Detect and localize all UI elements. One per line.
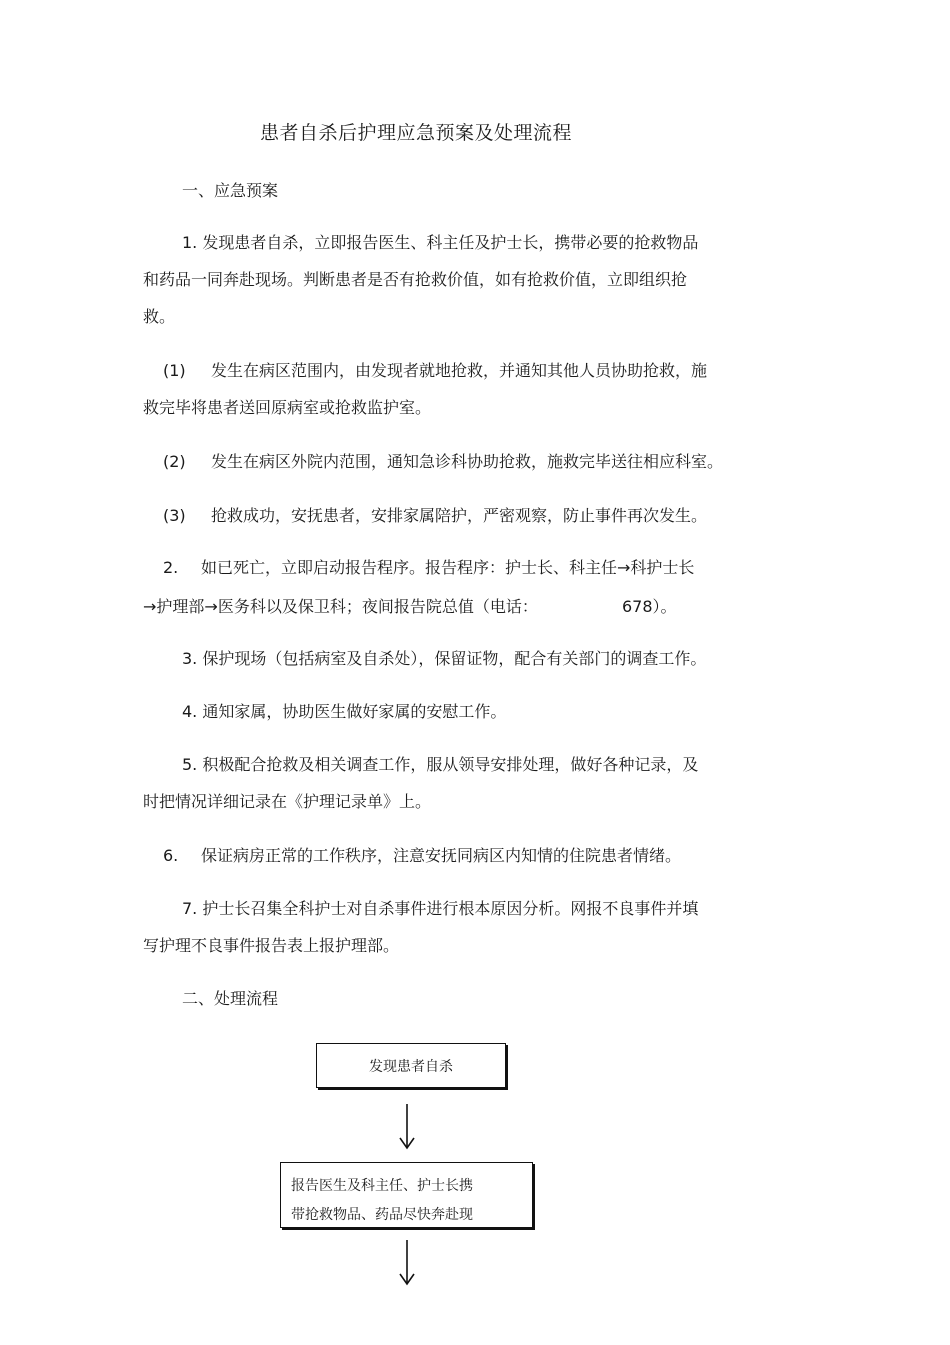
item2-number: 2. [163,558,179,577]
flowchart-box-report-line1: 报告医生及科主任、护士长携 [291,1178,473,1194]
sub1-number: (1) [163,361,186,380]
sub2-line1: 发生在病区外院内范围，通知急诊科协助抢救，施救完毕送往相应科室。 [211,452,724,471]
section1-heading: 一、应急预案 [182,181,279,200]
sub1-line2: 救完毕将患者送回原病室或抢救监护室。 [143,398,432,417]
flowchart-box-discover-label: 发现患者自杀 [369,1058,453,1075]
document-title: 患者自杀后护理应急预案及处理流程 [260,122,573,144]
item1-line2: 和药品一同奔赴现场。判断患者是否有抢救价值，如有抢救价值，立即组织抢 [143,270,688,289]
item6-line1: 保证病房正常的工作秩序，注意安抚同病区内知情的住院患者情绪。 [201,846,682,865]
item5-line1: 5. 积极配合抢救及相关调查工作，服从领导安排处理，做好各种记录，及 [182,755,699,774]
item7-line1: 7. 护士长召集全科护士对自杀事件进行根本原因分析。网报不良事件并填 [182,899,699,918]
item2-line1: 如已死亡，立即启动报告程序。报告程序：护士长、科主任→科护士长 [201,558,695,577]
section2-heading: 二、处理流程 [182,989,279,1008]
item1-line1: 1. 发现患者自杀，立即报告医生、科主任及护士长，携带必要的抢救物品 [182,233,699,252]
flowchart-box-discover [316,1043,506,1088]
item2-line2a: →护理部→医务科以及保卫科；夜间报告院总值（电话： [143,597,538,616]
sub3-line1: 抢救成功，安抚患者，安排家属陪护，严密观察，防止事件再次发生。 [211,506,708,525]
item4-line1: 4. 通知家属，协助医生做好家属的安慰工作。 [182,702,507,721]
flowchart-arrow-2-icon [396,1238,418,1288]
flowchart-box-report [280,1162,533,1228]
item1-line3: 救。 [143,307,176,326]
sub2-number: (2) [163,452,186,471]
sub1-line1: 发生在病区范围内，由发现者就地抢救，并通知其他人员协助抢救，施 [211,361,708,380]
flowchart-box-report-line2: 带抢救物品、药品尽快奔赴现 [291,1207,473,1223]
item3-line1: 3. 保护现场（包括病室及自杀处），保留证物，配合有关部门的调查工作。 [182,649,707,668]
item7-line2: 写护理不良事件报告表上报护理部。 [143,936,400,955]
flowchart-arrow-1-icon [396,1102,418,1152]
item5-line2: 时把情况详细记录在《护理记录单》上。 [143,792,432,811]
sub3-number: (3) [163,506,186,525]
item2-line2b: 678）。 [622,597,677,616]
item6-number: 6. [163,846,179,865]
